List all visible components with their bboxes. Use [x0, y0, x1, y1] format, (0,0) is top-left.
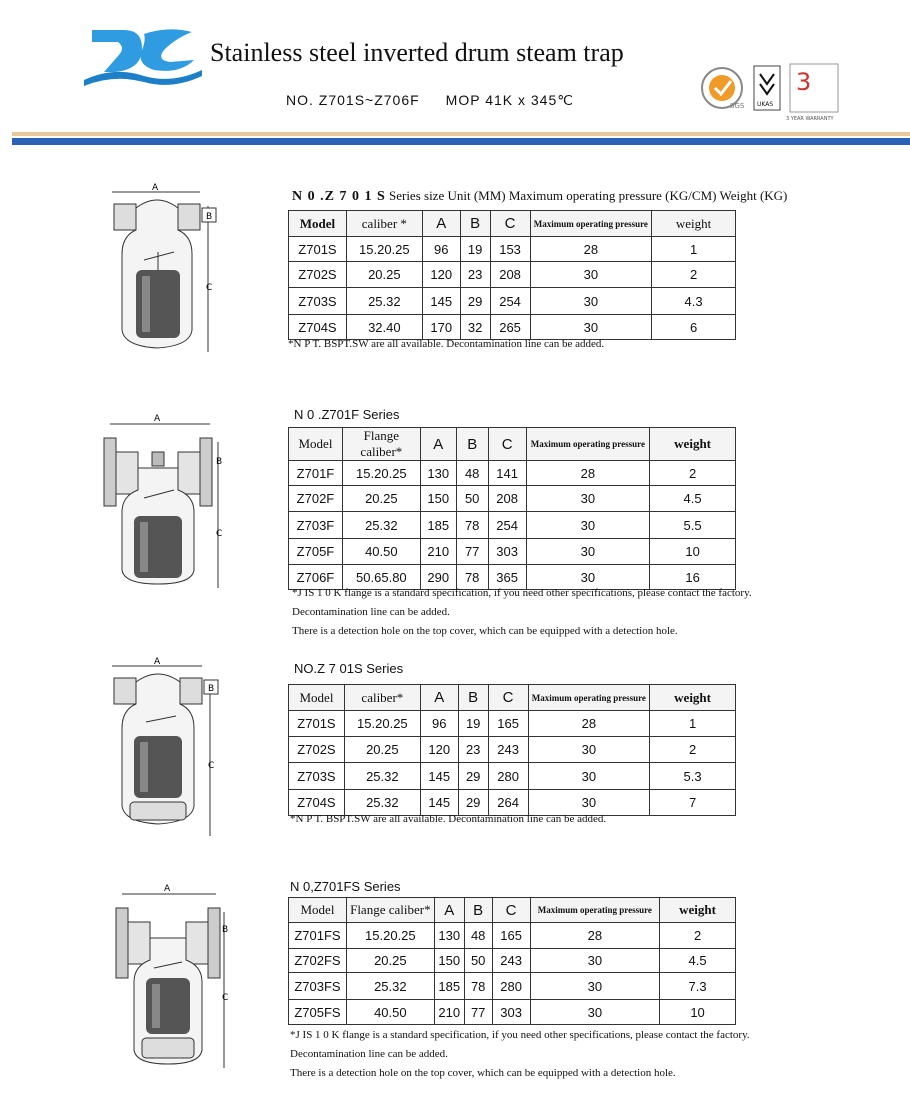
table-header-row [289, 685, 736, 711]
cert-sgs: SGS [730, 102, 745, 110]
col-header: B [460, 211, 490, 237]
col-header: Maximum operating pressure [530, 211, 652, 237]
table-cell: Z703S [289, 288, 347, 315]
dim-c-label: C [208, 761, 215, 771]
warranty-badge-icon [786, 64, 838, 122]
header-divider-blue [12, 138, 910, 145]
table-cell: 50 [456, 486, 488, 512]
table-cell: Z704S [289, 315, 347, 340]
col-header: Model [289, 685, 345, 711]
table-row [289, 949, 736, 973]
table-cell: 165 [492, 923, 530, 949]
table-cell: 6 [652, 315, 736, 340]
dim-a-label: A [164, 884, 171, 894]
table-cell: 19 [458, 711, 488, 737]
section-4-notes: *J IS 1 0 K flange is a standard specification, if you need other specifications, please contact the factory. Decontamination line can be added. There is a detection hole on the top cover, which can be equipped with a detection hole. [290, 1029, 750, 1079]
table-cell: Z705F [289, 539, 343, 565]
table-cell: 25.32 [344, 763, 420, 790]
table-cell: 25.32 [344, 790, 420, 816]
col-header: Model [289, 898, 347, 923]
sgs-badge-icon [702, 68, 745, 110]
dim-a-label: A [154, 657, 161, 667]
table-row [289, 288, 736, 315]
table-cell: 208 [490, 262, 530, 288]
section-2-notes: *J IS 1 0 K flange is a standard specification, if you need other specifications, please contact the factory. Decontamination line can be added. There is a detection hole on the top cover, which can be equipped with a detection hole. [292, 587, 752, 637]
dim-a-label: A [152, 183, 159, 193]
table-row [289, 973, 736, 1000]
dim-b-label: B [208, 684, 215, 694]
table-cell: 29 [460, 288, 490, 315]
table-cell: 32.40 [346, 315, 422, 340]
table-cell: 4.5 [660, 949, 736, 973]
table-cell: 280 [492, 973, 530, 1000]
table-cell: Z701FS [289, 923, 347, 949]
section-4-title: N 0,Z701FS Series [290, 879, 401, 894]
section-3-table [288, 684, 736, 816]
table-cell: 4.5 [650, 486, 736, 512]
table-row [289, 237, 736, 262]
table-cell: 165 [488, 711, 528, 737]
table-cell: 2 [650, 737, 736, 763]
table-cell: 78 [464, 973, 492, 1000]
table-cell: 30 [530, 1000, 660, 1025]
table-cell: 254 [488, 512, 526, 539]
table-cell: 19 [460, 237, 490, 262]
model-range: NO. Z701S~Z706F [286, 92, 420, 108]
table-cell: Z704S [289, 790, 345, 816]
dim-c-label: C [222, 993, 229, 1003]
table-cell: 30 [530, 288, 652, 315]
dim-b-label: B [222, 925, 229, 935]
table-cell: 40.50 [346, 1000, 434, 1025]
table-cell: 208 [488, 486, 526, 512]
table-row [289, 512, 736, 539]
table-cell: 130 [420, 461, 456, 486]
col-header: caliber* [344, 685, 420, 711]
z701fs-trap-drawing [112, 882, 238, 1072]
table-cell: 30 [526, 512, 650, 539]
col-header: B [456, 428, 488, 461]
table-cell: 243 [488, 737, 528, 763]
col-header: B [464, 898, 492, 923]
table-cell: 2 [652, 262, 736, 288]
table-cell: Z701S [289, 237, 347, 262]
col-header: weight [650, 685, 736, 711]
table-cell: Z702S [289, 737, 345, 763]
table-cell: 185 [420, 512, 456, 539]
table-cell: 280 [488, 763, 528, 790]
table-cell: 23 [460, 262, 490, 288]
table-cell: 30 [526, 486, 650, 512]
ukas-badge-icon [754, 66, 780, 110]
table-cell: 15.20.25 [344, 711, 420, 737]
table-cell: 30 [530, 315, 652, 340]
table-row [289, 262, 736, 288]
dim-b-label: B [206, 212, 213, 222]
col-header: Model [289, 428, 343, 461]
table-cell: 7.3 [660, 973, 736, 1000]
z701s-trap-drawing [100, 182, 224, 354]
table-cell: Z703S [289, 763, 345, 790]
z701s-strainer-trap-drawing [100, 656, 226, 840]
table-row [289, 1000, 736, 1025]
table-row [289, 923, 736, 949]
table-cell: 7 [650, 790, 736, 816]
table-cell: Z702S [289, 262, 347, 288]
table-cell: Z706F [289, 565, 343, 590]
table-row [289, 539, 736, 565]
wave-logo-icon [84, 24, 204, 86]
section-2-title: N 0 .Z701F Series [294, 407, 400, 422]
table-row [289, 711, 736, 737]
table-cell: 28 [530, 237, 652, 262]
table-cell: 30 [530, 949, 660, 973]
table-cell: 30 [526, 565, 650, 590]
table-cell: 2 [660, 923, 736, 949]
table-header-row [289, 428, 736, 461]
table-cell: 185 [434, 973, 464, 1000]
table-cell: 150 [420, 486, 456, 512]
table-cell: 20.25 [346, 949, 434, 973]
table-cell: Z701S [289, 711, 345, 737]
col-header: A [420, 428, 456, 461]
table-cell: 243 [492, 949, 530, 973]
col-header: B [458, 685, 488, 711]
col-header: Maximum operating pressure [528, 685, 650, 711]
table-cell: 29 [458, 763, 488, 790]
table-row [289, 461, 736, 486]
col-header: weight [652, 211, 736, 237]
page-title: Stainless steel inverted drum steam trap [210, 38, 624, 67]
table-cell: 130 [434, 923, 464, 949]
col-header: A [420, 685, 458, 711]
mop-rating: MOP 41K x 345℃ [445, 92, 574, 108]
table-cell: 15.20.25 [346, 237, 422, 262]
col-header: C [490, 211, 530, 237]
table-header-row [289, 211, 736, 237]
table-cell: 16 [650, 565, 736, 590]
table-cell: 2 [650, 461, 736, 486]
table-cell: 30 [528, 763, 650, 790]
cert-ukas: UKAS [757, 101, 774, 108]
section-3-note: *N P T. BSPT.SW are all available. Decontamination line can be added. [290, 813, 607, 825]
table-cell: 48 [464, 923, 492, 949]
z701f-trap-drawing [98, 412, 232, 592]
table-cell: 20.25 [344, 737, 420, 763]
table-cell: 25.32 [346, 973, 434, 1000]
table-cell: Z701F [289, 461, 343, 486]
table-cell: 96 [420, 711, 458, 737]
col-header: A [422, 211, 460, 237]
col-header: Flange caliber* [342, 428, 420, 461]
table-cell: 5.5 [650, 512, 736, 539]
table-cell: 303 [492, 1000, 530, 1025]
table-cell: 303 [488, 539, 526, 565]
header-divider-tan [12, 132, 910, 136]
table-cell: 96 [422, 237, 460, 262]
section-1-title: N 0 .Z 7 0 1 S Series size Unit (MM) Maximum operating pressure (KG/CM) Weight (KG) [292, 188, 788, 204]
table-cell: 32 [460, 315, 490, 340]
table-cell: 210 [434, 1000, 464, 1025]
col-header: C [488, 685, 528, 711]
col-header: Maximum operating pressure [530, 898, 660, 923]
col-header: C [488, 428, 526, 461]
table-cell: 15.20.25 [346, 923, 434, 949]
table-cell: 210 [420, 539, 456, 565]
table-cell: Z703F [289, 512, 343, 539]
model-range-subtitle [286, 92, 574, 109]
table-row [289, 763, 736, 790]
table-cell: 30 [530, 973, 660, 1000]
table-row [289, 737, 736, 763]
table-cell: 30 [530, 262, 652, 288]
table-row [289, 486, 736, 512]
table-cell: Z703FS [289, 973, 347, 1000]
table-cell: 30 [526, 539, 650, 565]
section-1-note: *N P T. BSPT.SW are all available. Decontamination line can be added. [288, 338, 605, 350]
table-cell: 1 [650, 711, 736, 737]
dim-a-label: A [154, 414, 161, 424]
table-cell: 265 [490, 315, 530, 340]
table-cell: 10 [660, 1000, 736, 1025]
table-cell: 28 [526, 461, 650, 486]
col-header: C [492, 898, 530, 923]
table-cell: 20.25 [342, 486, 420, 512]
table-cell: 145 [420, 763, 458, 790]
table-cell: 50 [464, 949, 492, 973]
col-header: weight [660, 898, 736, 923]
table-cell: 25.32 [342, 512, 420, 539]
table-cell: 290 [420, 565, 456, 590]
col-header: weight [650, 428, 736, 461]
section-3-title: NO.Z 7 01S Series [294, 661, 404, 676]
section-1-table [288, 210, 736, 340]
table-cell: 153 [490, 237, 530, 262]
table-cell: 28 [528, 711, 650, 737]
col-header: caliber * [346, 211, 422, 237]
table-cell: 25.32 [346, 288, 422, 315]
col-header: Model [289, 211, 347, 237]
dim-c-label: C [216, 529, 223, 539]
table-cell: 365 [488, 565, 526, 590]
table-cell: 170 [422, 315, 460, 340]
table-cell: 78 [456, 512, 488, 539]
table-cell: 50.65.80 [342, 565, 420, 590]
table-cell: 150 [434, 949, 464, 973]
table-cell: Z705FS [289, 1000, 347, 1025]
table-cell: 5.3 [650, 763, 736, 790]
table-cell: 1 [652, 237, 736, 262]
table-cell: 254 [490, 288, 530, 315]
table-cell: 264 [488, 790, 528, 816]
table-cell: 120 [420, 737, 458, 763]
col-header: Maximum operating pressure [526, 428, 650, 461]
table-cell: 15.20.25 [342, 461, 420, 486]
section-2-table [288, 427, 736, 590]
table-cell: Z702F [289, 486, 343, 512]
table-cell: 77 [456, 539, 488, 565]
table-cell: 28 [530, 923, 660, 949]
table-cell: 78 [456, 565, 488, 590]
table-cell: 145 [420, 790, 458, 816]
table-cell: 40.50 [342, 539, 420, 565]
dim-c-label: C [206, 283, 213, 293]
table-cell: 145 [422, 288, 460, 315]
certification-badges [698, 62, 842, 124]
table-cell: 77 [464, 1000, 492, 1025]
table-cell: 20.25 [346, 262, 422, 288]
svg-text:3: 3 [796, 68, 812, 96]
table-cell: 141 [488, 461, 526, 486]
table-cell: 23 [458, 737, 488, 763]
section-4-table [288, 897, 736, 1025]
cert-warranty: 3 YEAR WARRANTY [786, 116, 834, 122]
table-cell: 120 [422, 262, 460, 288]
table-cell: 30 [528, 737, 650, 763]
col-header: Flange caliber* [346, 898, 434, 923]
table-cell: 10 [650, 539, 736, 565]
table-cell: 48 [456, 461, 488, 486]
table-cell: 30 [528, 790, 650, 816]
table-cell: Z702FS [289, 949, 347, 973]
dim-b-label: B [216, 457, 223, 467]
table-cell: 4.3 [652, 288, 736, 315]
col-header: A [434, 898, 464, 923]
table-header-row [289, 898, 736, 923]
table-cell: 29 [458, 790, 488, 816]
